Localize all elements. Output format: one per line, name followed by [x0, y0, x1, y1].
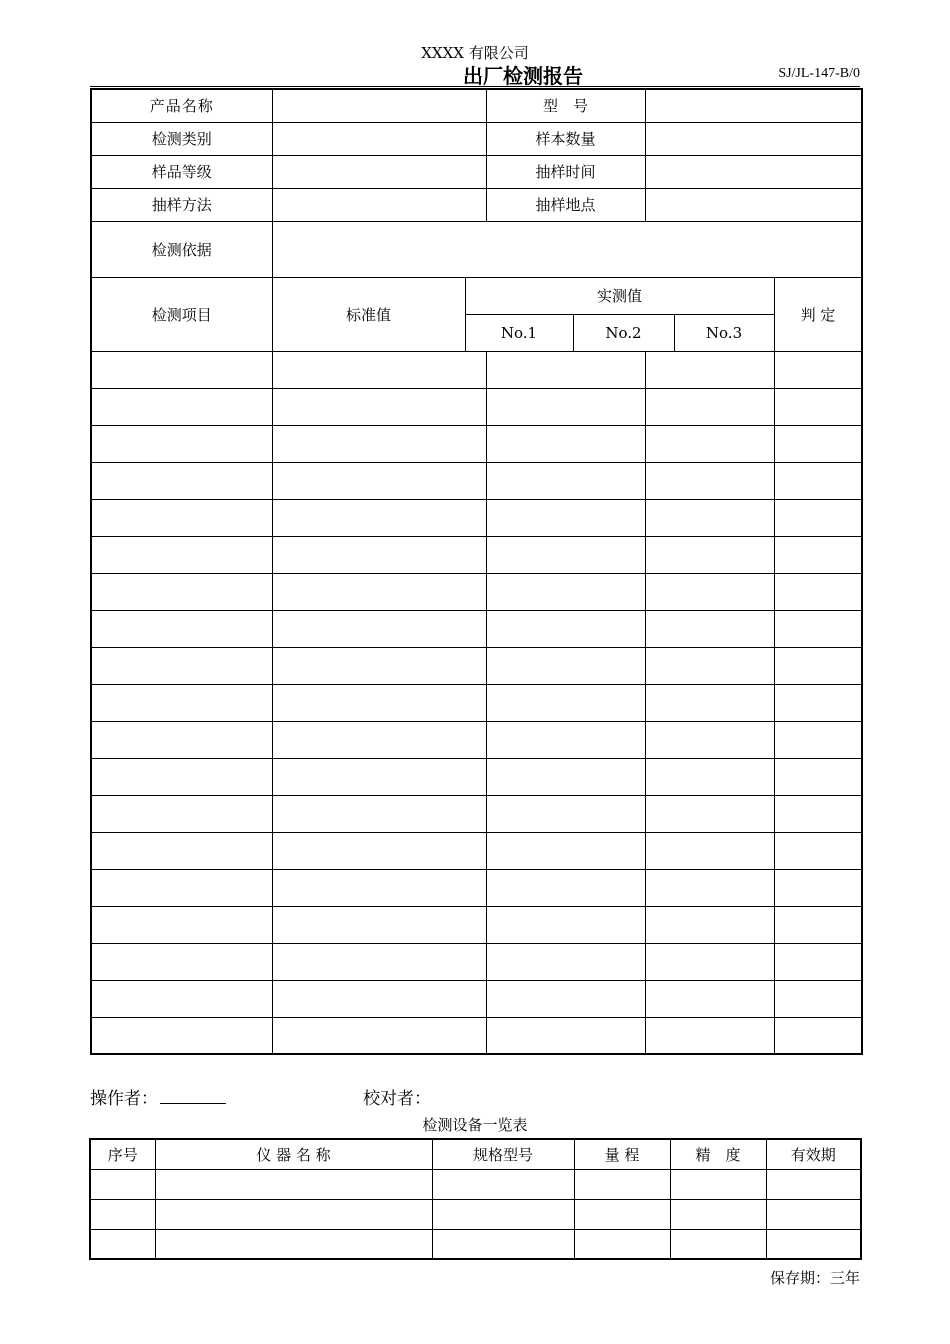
result-cell[interactable] — [645, 499, 774, 536]
result-cell[interactable] — [486, 721, 645, 758]
result-cell[interactable] — [645, 906, 774, 943]
operator-label: 操作者： — [90, 1089, 158, 1109]
equipment-header-row — [90, 1139, 861, 1169]
equipment-cell[interactable] — [90, 1229, 155, 1259]
equipment-row — [90, 1229, 861, 1259]
operator-signature — [90, 1084, 226, 1109]
result-row — [91, 647, 862, 684]
header-judgement: 判 定 — [774, 277, 862, 351]
result-cell[interactable] — [774, 388, 862, 425]
result-row — [91, 980, 862, 1017]
operator-line[interactable] — [160, 1087, 226, 1104]
result-cell[interactable] — [774, 832, 862, 869]
equipment-cell[interactable] — [766, 1169, 861, 1199]
result-cell[interactable] — [645, 943, 774, 980]
result-cell[interactable] — [645, 684, 774, 721]
result-cell[interactable] — [645, 536, 774, 573]
header-no1: No.1 — [465, 314, 573, 351]
result-cell[interactable] — [486, 795, 645, 832]
label-sampling-method: 抽样方法 — [91, 188, 272, 221]
result-cell[interactable] — [645, 351, 774, 388]
result-cell[interactable] — [272, 647, 486, 684]
result-cell[interactable] — [91, 795, 272, 832]
equipment-cell[interactable] — [155, 1169, 432, 1199]
result-cell[interactable] — [774, 795, 862, 832]
result-row — [91, 684, 862, 721]
result-row — [91, 721, 862, 758]
result-row — [91, 425, 862, 462]
result-cell[interactable] — [645, 832, 774, 869]
result-cell[interactable] — [645, 758, 774, 795]
result-cell[interactable] — [272, 351, 486, 388]
result-row — [91, 499, 862, 536]
equipment-cell[interactable] — [155, 1229, 432, 1259]
header-standard-value: 标准值 — [272, 277, 465, 351]
result-cell[interactable] — [486, 499, 645, 536]
result-cell[interactable] — [486, 573, 645, 610]
result-cell[interactable] — [486, 758, 645, 795]
result-cell[interactable] — [272, 832, 486, 869]
equipment-table — [89, 1138, 862, 1260]
company-name: XXXX 有限公司 — [421, 44, 529, 62]
label-product-name: 产品名称 — [91, 89, 272, 122]
result-rows — [91, 351, 862, 1054]
result-row — [91, 869, 862, 906]
label-model: 型 号 — [486, 89, 645, 122]
result-cell[interactable] — [486, 832, 645, 869]
result-cell[interactable] — [486, 536, 645, 573]
sampling-time-field[interactable] — [645, 155, 862, 188]
product-name-field[interactable] — [272, 89, 486, 122]
result-cell[interactable] — [91, 351, 272, 388]
result-cell[interactable] — [645, 388, 774, 425]
equipment-cell[interactable] — [432, 1169, 574, 1199]
equipment-cell[interactable] — [574, 1229, 670, 1259]
result-cell[interactable] — [272, 573, 486, 610]
equipment-row — [90, 1199, 861, 1229]
header-measured-value: 实测值 — [465, 277, 774, 314]
result-row — [91, 795, 862, 832]
equip-header-range: 量 程 — [574, 1139, 670, 1169]
result-cell[interactable] — [91, 647, 272, 684]
result-cell[interactable] — [91, 869, 272, 906]
result-cell[interactable] — [774, 869, 862, 906]
result-cell[interactable] — [272, 462, 486, 499]
result-cell[interactable] — [774, 758, 862, 795]
equipment-cell[interactable] — [766, 1229, 861, 1259]
checker-label: 校对者： — [363, 1089, 431, 1109]
result-cell[interactable] — [91, 536, 272, 573]
result-cell[interactable] — [91, 684, 272, 721]
result-cell[interactable] — [91, 721, 272, 758]
result-cell[interactable] — [272, 795, 486, 832]
retention-period: 保存期：三年 — [769, 1269, 860, 1287]
result-cell[interactable] — [645, 425, 774, 462]
result-row — [91, 610, 862, 647]
result-cell[interactable] — [486, 943, 645, 980]
result-cell[interactable] — [645, 647, 774, 684]
label-sample-qty: 样本数量 — [486, 122, 645, 155]
result-cell[interactable] — [774, 573, 862, 610]
result-row — [91, 832, 862, 869]
result-cell[interactable] — [486, 388, 645, 425]
sampling-method-field[interactable] — [272, 188, 486, 221]
sample-qty-field[interactable] — [645, 122, 862, 155]
result-cell[interactable] — [272, 536, 486, 573]
result-cell[interactable] — [774, 980, 862, 1017]
model-field[interactable] — [645, 89, 862, 122]
result-cell[interactable] — [91, 906, 272, 943]
result-row — [91, 351, 862, 388]
result-cell[interactable] — [272, 869, 486, 906]
header-no3: No.3 — [674, 314, 774, 351]
result-cell[interactable] — [272, 499, 486, 536]
result-cell[interactable] — [486, 980, 645, 1017]
result-cell[interactable] — [91, 980, 272, 1017]
result-cell[interactable] — [645, 1017, 774, 1054]
result-row — [91, 462, 862, 499]
result-cell[interactable] — [774, 906, 862, 943]
equipment-cell[interactable] — [574, 1169, 670, 1199]
label-sample-grade: 样品等级 — [91, 155, 272, 188]
result-cell[interactable] — [486, 351, 645, 388]
equip-header-precision: 精 度 — [670, 1139, 766, 1169]
result-cell[interactable] — [91, 425, 272, 462]
header-no2: No.2 — [573, 314, 674, 351]
result-cell[interactable] — [645, 610, 774, 647]
result-cell[interactable] — [272, 943, 486, 980]
result-cell[interactable] — [645, 462, 774, 499]
result-cell[interactable] — [272, 721, 486, 758]
report-table — [90, 88, 863, 1055]
result-cell[interactable] — [645, 795, 774, 832]
sampling-place-field[interactable] — [645, 188, 862, 221]
result-cell[interactable] — [774, 462, 862, 499]
result-cell[interactable] — [774, 499, 862, 536]
result-cell[interactable] — [774, 943, 862, 980]
report-title: 出厂检测报告 — [463, 64, 583, 88]
label-sampling-place: 抽样地点 — [486, 188, 645, 221]
equipment-cell[interactable] — [670, 1229, 766, 1259]
equip-header-validity: 有效期 — [766, 1139, 861, 1169]
result-cell[interactable] — [645, 573, 774, 610]
result-cell[interactable] — [486, 610, 645, 647]
result-cell[interactable] — [272, 906, 486, 943]
equipment-cell[interactable] — [670, 1199, 766, 1229]
result-row — [91, 388, 862, 425]
result-cell[interactable] — [91, 573, 272, 610]
result-cell[interactable] — [91, 758, 272, 795]
result-cell[interactable] — [91, 610, 272, 647]
result-cell[interactable] — [272, 425, 486, 462]
result-cell[interactable] — [91, 462, 272, 499]
result-cell[interactable] — [486, 906, 645, 943]
result-cell[interactable] — [486, 462, 645, 499]
result-cell[interactable] — [272, 610, 486, 647]
header-test-item: 检测项目 — [91, 277, 272, 351]
equipment-cell[interactable] — [432, 1199, 574, 1229]
label-test-basis: 检测依据 — [91, 221, 272, 277]
result-cell[interactable] — [486, 869, 645, 906]
result-row — [91, 1017, 862, 1054]
report-title-wrap — [90, 60, 860, 89]
equipment-cell[interactable] — [90, 1199, 155, 1229]
result-cell[interactable] — [486, 425, 645, 462]
result-cell[interactable] — [486, 1017, 645, 1054]
result-cell[interactable] — [774, 351, 862, 388]
result-cell[interactable] — [91, 388, 272, 425]
result-cell[interactable] — [774, 425, 862, 462]
result-cell[interactable] — [774, 721, 862, 758]
result-cell[interactable] — [774, 684, 862, 721]
document-code: SJ/JL-147-B/0 — [778, 66, 860, 81]
test-category-field[interactable] — [272, 122, 486, 155]
result-cell[interactable] — [645, 869, 774, 906]
label-sampling-time: 抽样时间 — [486, 155, 645, 188]
result-cell[interactable] — [91, 943, 272, 980]
result-cell[interactable] — [645, 721, 774, 758]
equipment-list-title: 检测设备一览表 — [422, 1116, 528, 1134]
result-cell[interactable] — [774, 610, 862, 647]
equipment-cell[interactable] — [670, 1169, 766, 1199]
result-cell[interactable] — [91, 1017, 272, 1054]
header-rule — [90, 86, 860, 87]
result-cell[interactable] — [91, 499, 272, 536]
label-test-category: 检测类别 — [91, 122, 272, 155]
equipment-cell[interactable] — [155, 1199, 432, 1229]
result-cell[interactable] — [272, 758, 486, 795]
result-row — [91, 906, 862, 943]
equip-header-index: 序号 — [90, 1139, 155, 1169]
result-cell[interactable] — [774, 1017, 862, 1054]
checker-signature — [363, 1084, 431, 1109]
equipment-cell[interactable] — [574, 1199, 670, 1229]
result-cell[interactable] — [774, 536, 862, 573]
result-row — [91, 943, 862, 980]
result-cell[interactable] — [272, 980, 486, 1017]
equipment-cell[interactable] — [766, 1199, 861, 1229]
sample-grade-field[interactable] — [272, 155, 486, 188]
test-basis-field[interactable] — [272, 221, 862, 277]
equipment-cell[interactable] — [432, 1229, 574, 1259]
equipment-rows — [90, 1169, 861, 1259]
result-cell[interactable] — [486, 684, 645, 721]
result-row — [91, 758, 862, 795]
result-cell[interactable] — [272, 1017, 486, 1054]
result-row — [91, 536, 862, 573]
equipment-cell[interactable] — [90, 1169, 155, 1199]
result-cell[interactable] — [774, 647, 862, 684]
equip-header-spec: 规格型号 — [432, 1139, 574, 1169]
result-cell[interactable] — [91, 832, 272, 869]
result-cell[interactable] — [272, 388, 486, 425]
result-cell[interactable] — [486, 647, 645, 684]
result-cell[interactable] — [645, 980, 774, 1017]
equip-header-name: 仪 器 名 称 — [155, 1139, 432, 1169]
equipment-row — [90, 1169, 861, 1199]
result-row — [91, 573, 862, 610]
result-cell[interactable] — [272, 684, 486, 721]
